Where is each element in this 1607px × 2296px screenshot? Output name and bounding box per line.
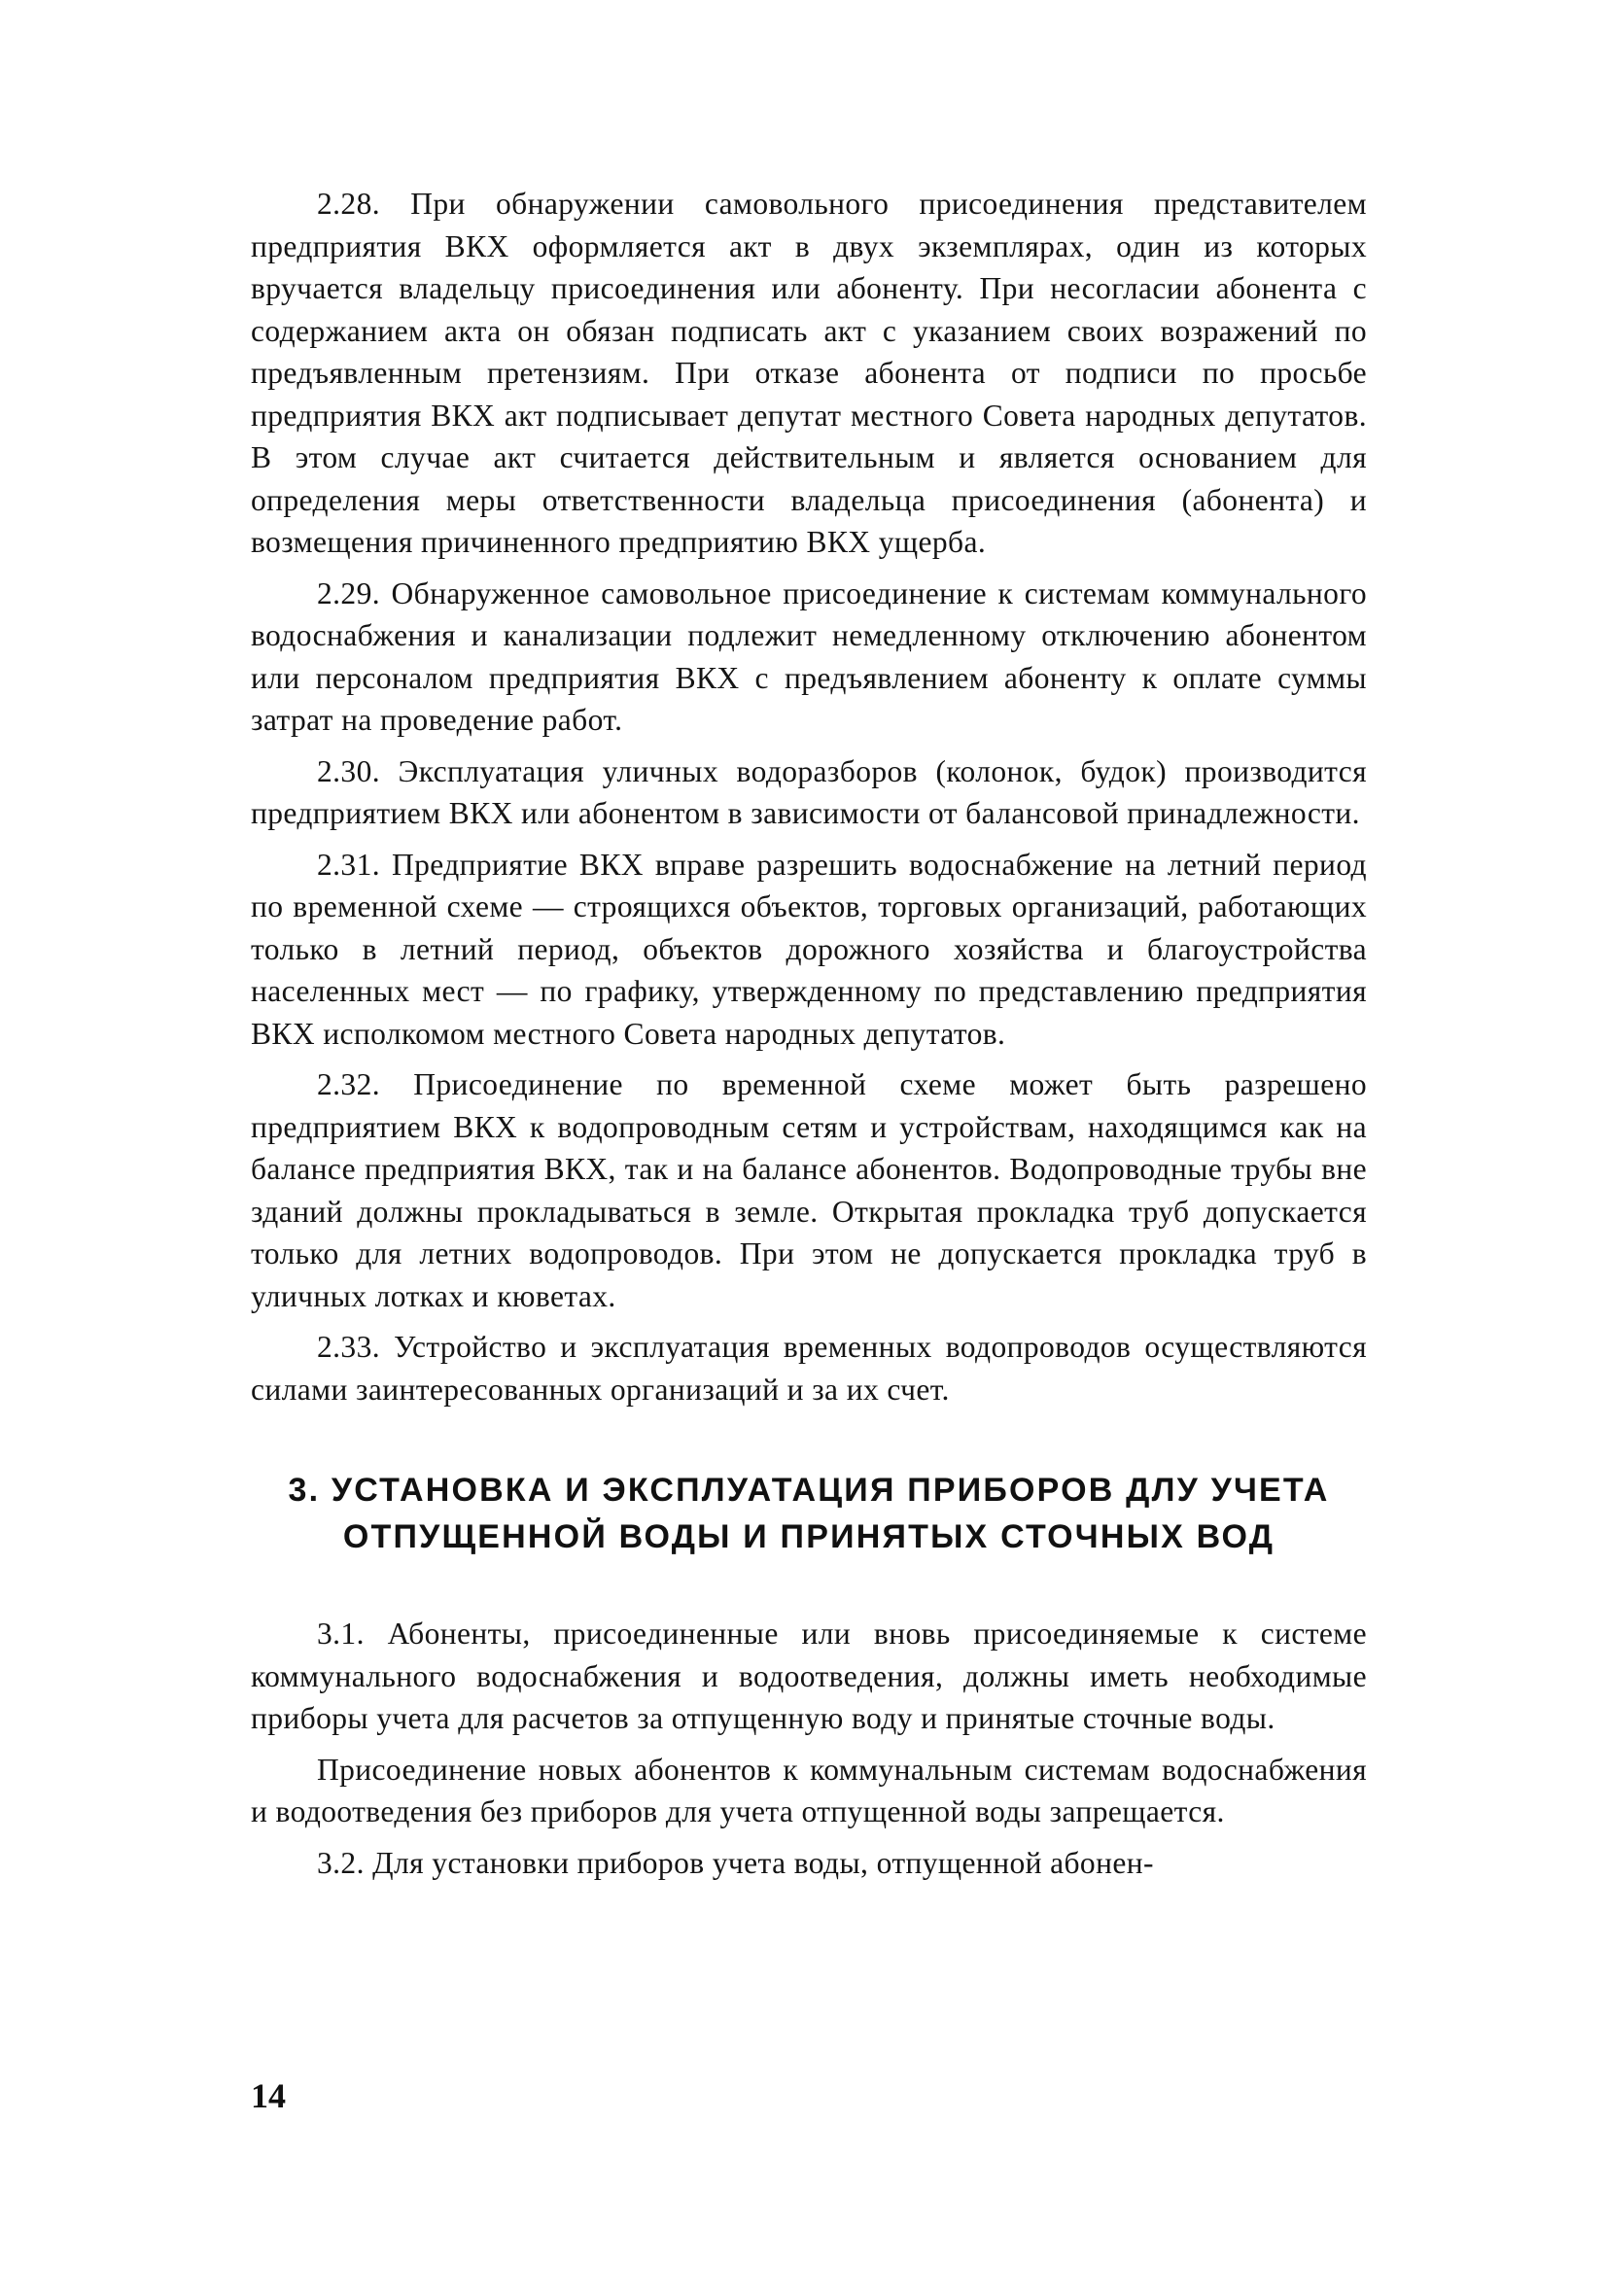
- paragraph-2-31: 2.31. Предприятие ВКХ вправе разрешить водоснабжение на летний период по временной схеме — строящихся объектов, торговых организаций, работающих только в летний период, объектов дорожного хозяйства и благоустройства населенных мест — по графику, утвержденному по представлению предприятия ВКХ исполкомом местного Совета народных депутатов.: [251, 847, 1367, 1051]
- paragraph-2-28: 2.28. При обнаружении самовольного присоединения представителем предприятия ВКХ оформляется акт в двух экземплярах, один из которых вручается владельцу присоединения или абоненту. При несогласии абонента с содержанием акта он обязан подписать акт с указанием своих возражений по предъявленным претензиям. При отказе абонента от подписи по просьбе предприятия ВКХ акт подписывает депутат местного Совета народных депутатов. В этом случае акт считается действительным и является основанием для определения меры ответственности владельца присоединения (абонента) и возмещения причиненного предприятию ВКХ ущерба.: [251, 187, 1367, 559]
- body-text: [251, 183, 1367, 1884]
- paragraph-2-32: 2.32. Присоединение по временной схеме может быть разрешено предприятием ВКХ к водопроводным сетям и устройствам, находящимся как на балансе предприятия ВКХ, так и на балансе абонентов. Водопроводные трубы вне зданий должны прокладываться в земле. Открытая прокладка труб допускается только для летних водопроводов. При этом не допускается прокладка труб в уличных лотках и кюветах.: [251, 1067, 1367, 1313]
- page-number: 14: [251, 2076, 286, 2115]
- section-3-heading: [251, 1467, 1367, 1560]
- section-heading-line-2: ОТПУЩЕННОЙ ВОДЫ И ПРИНЯТЫХ СТОЧНЫХ ВОД: [342, 1518, 1275, 1555]
- paragraph-2-33: 2.33. Устройство и эксплуатация временных водопроводов осуществляются силами заинтересованных организаций и за их счет.: [251, 1330, 1367, 1407]
- paragraph-new-subscribers: Присоединение новых абонентов к коммунальным системам водоснабжения и водоотведения без приборов для учета отпущенной воды запрещается.: [251, 1752, 1367, 1828]
- paragraph-2-29: 2.29. Обнаруженное самовольное присоединение к системам коммунального водоснабжения и канализации подлежит немедленному отключению абонентом или персоналом предприятия ВКХ с предъявлением абоненту к оплате суммы затрат на проведение работ.: [251, 575, 1367, 737]
- paragraph-3-2: 3.2. Для установки приборов учета воды, отпущенной абонен-: [317, 1845, 1154, 1880]
- paragraph-3-1: 3.1. Абоненты, присоединенные или вновь присоединяемые к системе коммунального водоснабжения и водоотведения, должны иметь необходимые приборы учета для расчетов за отпущенную воду и принятые сточные воды.: [251, 1617, 1367, 1735]
- section-heading-line-1: 3. УСТАНОВКА И ЭКСПЛУАТАЦИЯ ПРИБОРОВ ДЛУ УЧЕТА: [288, 1472, 1330, 1509]
- paragraph-2-30: 2.30. Эксплуатация уличных водоразборов (колонок, будок) производится предприятием ВКХ или абонентом в зависимости от балансовой принадлежности.: [251, 753, 1367, 830]
